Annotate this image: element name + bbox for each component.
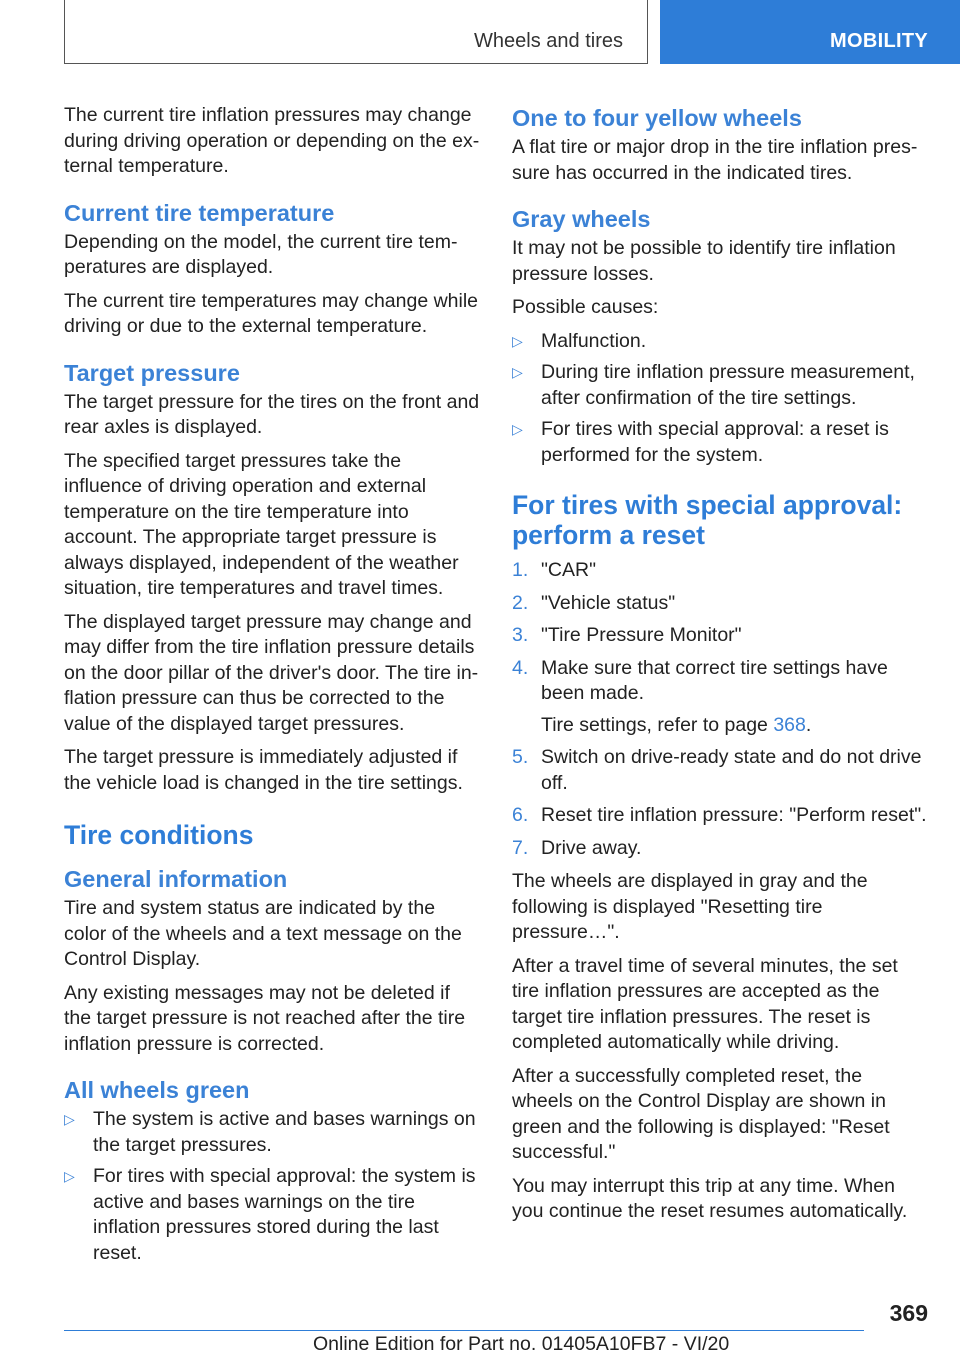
paragraph: Possible causes: [512, 296, 659, 318]
step-note-text: Tire settings, refer to page [541, 713, 774, 736]
all-green-list [64, 1107, 480, 1266]
heading-gray-wheels: Gray wheels [512, 206, 651, 232]
step-number: 5. [512, 746, 529, 768]
step-number: 6. [512, 804, 529, 826]
intro-paragraph: The current tire inflation pressures may change during driving operation or depending on the external temperature. [64, 104, 480, 177]
list-item [64, 1164, 480, 1266]
paragraph: The displayed target pressure may change and may differ from the tire inflation pressure details on the door pillar of the driver's door. The tire inflation pressure can thus be corrected to the value of the displayed target pressures. [64, 610, 479, 735]
paragraph: Depending on the model, the current tire temperatures are displayed. [64, 230, 458, 278]
paragraph: The target pressure is immediately adjusted if the vehicle load is changed in the tire settings. [64, 746, 463, 794]
heading-tire-conditions: Tire conditions [64, 820, 254, 850]
list-item [512, 417, 928, 468]
step-text: Make sure that correct tire settings have been made. [541, 656, 888, 704]
step-number: 4. [512, 656, 529, 679]
list-item-text: During tire inflation pressure measurement, after confirmation of the tire settings. [541, 361, 915, 409]
paragraph: After a successfully completed reset, the wheels on the Control Display are shown in green and the following is displayed: "Reset successful." [512, 1064, 890, 1163]
footer-divider [64, 1330, 864, 1331]
paragraph: The wheels are displayed in gray and the following is displayed "Resetting tire pressure…". [512, 870, 868, 943]
list-item [64, 1107, 480, 1158]
step-item [512, 803, 928, 829]
heading-yellow-wheels: One to four yellow wheels [512, 105, 802, 131]
paragraph: Any existing messages may not be deleted if the target pressure is not reached after the tire inflation pressure is corrected. [64, 981, 466, 1055]
step-item [512, 591, 928, 617]
step-number: 3. [512, 624, 529, 646]
paragraph: The specified target pressures take the influence of driving operation and external temperature on the tire temperature into account. The appropriate target pressure is always displayed, independent of the weather situation, tire temperatures and travel times. [64, 449, 459, 599]
heading-current-tire-temperature: Current tire temperature [64, 199, 335, 226]
paragraph: It may not be possible to identify tire inflation pressure losses. [512, 237, 896, 285]
step-item [512, 836, 928, 862]
triangle-bullet-icon: ▷ [64, 1168, 75, 1184]
paragraph: After a travel time of several minutes, the set tire inflation pressures are accepted as the target tire inflation pressures. The reset is completed automatically while driving. [512, 954, 898, 1053]
step-item [512, 745, 928, 796]
list-item [512, 360, 928, 411]
reset-steps-list [512, 558, 928, 861]
list-item-text: Malfunction. [541, 329, 647, 352]
step-number: 1. [512, 559, 529, 581]
page-reference-link[interactable]: 368 [773, 713, 806, 736]
triangle-bullet-icon: ▷ [512, 364, 523, 380]
heading-general-information: General information [64, 866, 288, 892]
step-text: "Tire Pressure Monitor" [541, 624, 742, 646]
step-item [512, 558, 928, 584]
step-note [541, 713, 928, 739]
step-text: Reset tire inflation pressure: "Perform reset". [541, 804, 927, 826]
step-text: "CAR" [541, 559, 597, 581]
chapter-tab-label: MOBILITY [830, 30, 928, 52]
step-text: Switch on drive-ready state and do not drive off. [541, 746, 922, 794]
triangle-bullet-icon: ▷ [512, 332, 523, 349]
step-text: Drive away. [541, 836, 642, 859]
chapter-tab[interactable] [660, 0, 960, 64]
step-item [512, 623, 928, 649]
list-item-text: For tires with special approval: the system is active and bases warnings on the tire inflation pressures stored during the last reset. [93, 1165, 476, 1264]
step-item [512, 656, 928, 739]
list-item-text: For tires with special approval: a reset is performed for the system. [541, 418, 889, 466]
paragraph: Tire and system status are indicated by the color of the wheels and a text message on the Control Display. [64, 897, 462, 970]
right-column [512, 103, 928, 1233]
heading-all-wheels-green: All wheels green [64, 1077, 250, 1103]
step-number: 7. [512, 836, 529, 859]
edition-footer: Online Edition for Part no. 01405A10FB7 - VI/20 [313, 1333, 730, 1355]
header-section-box [64, 0, 648, 64]
triangle-bullet-icon: ▷ [64, 1111, 75, 1127]
left-column [64, 103, 480, 1274]
paragraph: A flat tire or major drop in the tire inflation pressure has occurred in the indicated tires. [512, 136, 918, 184]
step-number: 2. [512, 591, 529, 614]
step-note-suffix: . [805, 713, 812, 736]
heading-perform-reset: For tires with special approval: perform a reset [512, 490, 903, 550]
list-item [512, 329, 928, 355]
section-title: Wheels and tires [474, 30, 623, 52]
paragraph: The current tire temperatures may change while driving or due to the external temperature. [64, 289, 479, 337]
triangle-bullet-icon: ▷ [512, 421, 523, 437]
heading-target-pressure: Target pressure [64, 359, 240, 386]
paragraph: You may interrupt this trip at any time. When you continue the reset resumes automatically. [512, 1174, 908, 1222]
paragraph: The target pressure for the tires on the front and rear axles is displayed. [64, 390, 480, 438]
possible-causes-list [512, 329, 928, 469]
page-number: 369 [889, 1300, 928, 1326]
step-text: "Vehicle status" [541, 591, 676, 614]
list-item-text: The system is active and bases warnings on the target pressures. [93, 1108, 476, 1156]
